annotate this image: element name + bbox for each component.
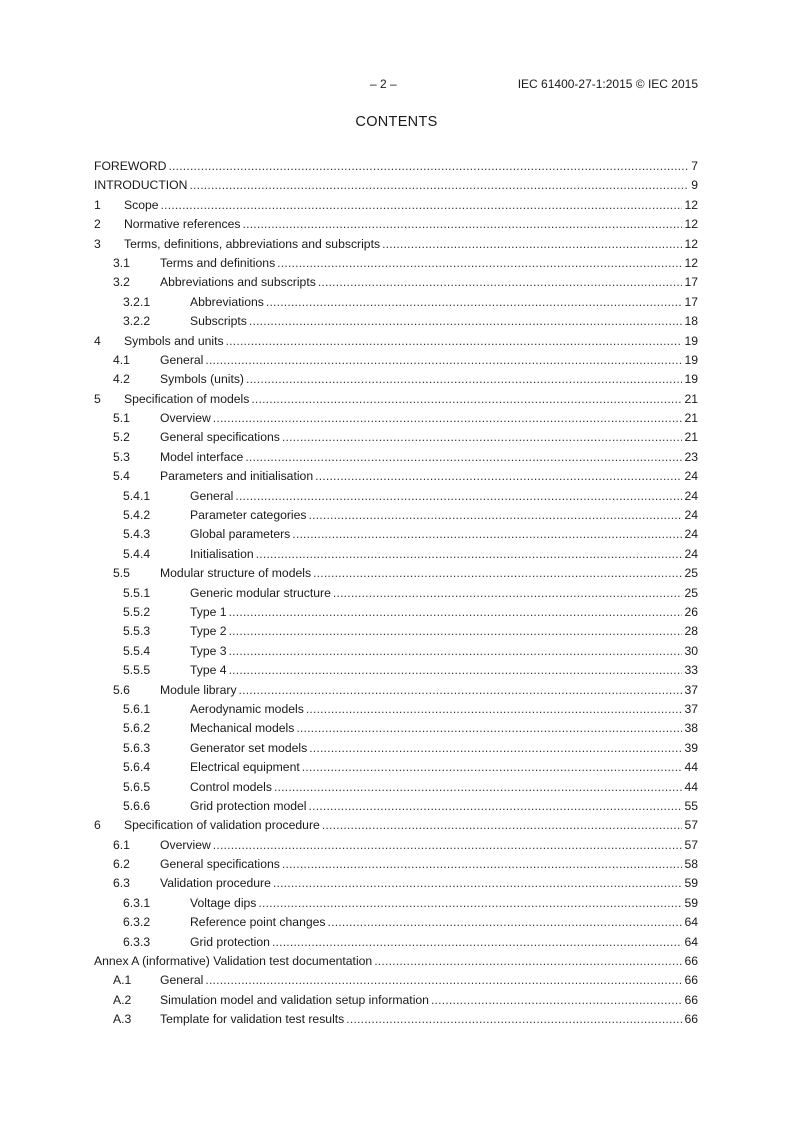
toc-entry-label: Overview xyxy=(160,837,211,852)
toc-entry-label: Type 2 xyxy=(190,624,227,639)
toc-entry[interactable] xyxy=(94,254,698,273)
toc-entry[interactable] xyxy=(94,370,698,389)
toc-entry-page: 24 xyxy=(684,546,698,561)
toc-entry-page: 26 xyxy=(684,604,698,619)
toc-entry[interactable] xyxy=(94,855,698,874)
toc-dot-leader xyxy=(313,564,682,583)
toc-entry-page: 37 xyxy=(684,701,698,716)
toc-dot-leader xyxy=(239,681,683,700)
toc-dot-leader xyxy=(318,273,683,292)
toc-dot-leader xyxy=(328,913,683,932)
toc-dot-leader xyxy=(226,332,683,351)
toc-entry-label: Grid protection xyxy=(190,934,270,949)
toc-dot-leader xyxy=(382,235,682,254)
toc-entry[interactable] xyxy=(94,409,698,428)
toc-entry-page: 59 xyxy=(684,876,698,891)
toc-entry-label: Reference point changes xyxy=(190,915,326,930)
toc-entry-page: 24 xyxy=(684,527,698,542)
toc-dot-leader xyxy=(322,816,683,835)
toc-dot-leader xyxy=(229,622,683,641)
toc-entry[interactable] xyxy=(94,700,698,719)
toc-entry-number: 5.5.3 xyxy=(123,624,151,639)
toc-entry[interactable] xyxy=(94,622,698,641)
toc-dot-leader xyxy=(292,525,682,544)
toc-entry-label: Type 3 xyxy=(190,643,227,658)
toc-entry-number: 5.3 xyxy=(113,449,130,464)
toc-entry-label: Subscripts xyxy=(190,314,247,329)
toc-entry-label: General specifications xyxy=(160,857,280,872)
toc-entry-label: Generic modular structure xyxy=(190,585,331,600)
toc-entry[interactable] xyxy=(94,758,698,777)
toc-dot-leader xyxy=(235,487,682,506)
toc-entry-page: 7 xyxy=(691,159,698,173)
toc-entry-page: 44 xyxy=(684,760,698,775)
toc-entry-number: 5 xyxy=(94,391,101,406)
toc-entry[interactable] xyxy=(94,157,698,176)
toc-entry-label: Generator set models xyxy=(190,740,308,755)
toc-dot-leader xyxy=(229,661,683,680)
toc-entry-page: 17 xyxy=(684,294,698,309)
toc-entry-label: FOREWORD xyxy=(94,159,167,173)
toc-entry-label: Grid protection model xyxy=(190,798,307,813)
toc-entry[interactable] xyxy=(94,816,698,835)
toc-entry-number: A.3 xyxy=(113,1012,132,1027)
toc-dot-leader xyxy=(213,836,683,855)
toc-entry[interactable] xyxy=(94,467,698,486)
toc-entry[interactable] xyxy=(94,719,698,738)
toc-entry[interactable] xyxy=(94,894,698,913)
toc-dot-leader xyxy=(306,700,683,719)
toc-entry-page: 23 xyxy=(684,449,698,464)
toc-entry[interactable] xyxy=(94,176,698,195)
toc-dot-leader xyxy=(274,778,682,797)
toc-entry-page: 17 xyxy=(684,275,698,290)
toc-entry-number: A.1 xyxy=(113,973,132,988)
toc-entry-page: 19 xyxy=(684,372,698,387)
toc-entry[interactable] xyxy=(94,273,698,292)
toc-entry-page: 39 xyxy=(684,740,698,755)
toc-entry-label: Voltage dips xyxy=(190,895,257,910)
toc-entry[interactable] xyxy=(94,235,698,254)
toc-entry-page: 59 xyxy=(684,895,698,910)
toc-entry[interactable] xyxy=(94,545,698,564)
toc-entry-label: Parameters and initialisation xyxy=(160,469,314,484)
toc-entry-number: 6 xyxy=(94,818,101,833)
toc-entry[interactable] xyxy=(94,506,698,525)
toc-entry-number: 5.6.3 xyxy=(123,740,151,755)
toc-entry-label: Parameter categories xyxy=(190,508,307,523)
toc-entry-label: Modular structure of models xyxy=(160,566,312,581)
toc-entry[interactable] xyxy=(94,312,698,331)
toc-entry[interactable] xyxy=(94,933,698,952)
toc-entry-number: 5.5.5 xyxy=(123,663,151,678)
toc-dot-leader xyxy=(256,545,683,564)
page-header xyxy=(0,77,793,93)
toc-entry-label: Terms, definitions, abbreviations and subscripts xyxy=(124,236,381,251)
toc-dot-leader xyxy=(315,467,682,486)
toc-entry[interactable] xyxy=(94,293,698,312)
toc-entry-label: Specification of models xyxy=(124,391,250,406)
toc-entry-number: 3 xyxy=(94,236,101,251)
toc-dot-leader xyxy=(346,1010,682,1029)
toc-entry[interactable] xyxy=(94,215,698,234)
toc-entry-label: Mechanical models xyxy=(190,721,295,736)
toc-entry-page: 9 xyxy=(691,178,698,193)
toc-entry[interactable] xyxy=(94,487,698,506)
toc-entry-page: 21 xyxy=(684,430,698,445)
toc-entry[interactable] xyxy=(94,603,698,622)
toc-entry[interactable] xyxy=(94,332,698,351)
document-id: IEC 61400-27-1:2015 © IEC 2015 xyxy=(517,77,698,91)
toc-entry-page: 66 xyxy=(684,992,698,1007)
toc-entry[interactable] xyxy=(94,681,698,700)
toc-entry-page: 58 xyxy=(684,857,698,872)
toc-entry-label: Abbreviations and subscripts xyxy=(160,275,316,290)
toc-entry-label: Validation procedure xyxy=(160,876,271,891)
toc-entry-number: 5.6.5 xyxy=(123,779,151,794)
toc-dot-leader xyxy=(374,952,682,971)
toc-entry-label: Overview xyxy=(160,411,211,426)
toc-entry[interactable] xyxy=(94,1010,698,1029)
toc-entry-number: 5.6 xyxy=(113,682,130,697)
page-number: – 2 – xyxy=(370,77,397,91)
toc-entry-number: 3.2.2 xyxy=(123,314,151,329)
toc-entry-label: INTRODUCTION xyxy=(94,178,188,193)
toc-entry-label: Normative references xyxy=(124,217,241,232)
toc-entry-page: 12 xyxy=(684,236,698,251)
toc-entry-label: Model interface xyxy=(160,449,244,464)
toc-entry-number: 4.2 xyxy=(113,372,130,387)
toc-entry-page: 66 xyxy=(684,973,698,988)
toc-entry-page: 55 xyxy=(684,798,698,813)
toc-entry-number: 3.2 xyxy=(113,275,130,290)
toc-entry-number: 5.4.2 xyxy=(123,508,151,523)
toc-dot-leader xyxy=(258,894,682,913)
toc-entry-page: 25 xyxy=(684,585,698,600)
toc-entry-page: 12 xyxy=(684,217,698,232)
toc-entry-number: 6.3.3 xyxy=(123,934,151,949)
toc-entry-page: 64 xyxy=(684,934,698,949)
toc-entry-number: 4.1 xyxy=(113,352,130,367)
toc-entry[interactable] xyxy=(94,991,698,1010)
page-title: CONTENTS xyxy=(355,114,438,130)
toc-dot-leader xyxy=(302,758,683,777)
toc-dot-leader xyxy=(205,971,682,990)
toc-entry-page: 24 xyxy=(684,469,698,484)
toc-entry[interactable] xyxy=(94,952,698,971)
toc-dot-leader xyxy=(249,312,683,331)
toc-dot-leader xyxy=(246,370,682,389)
toc-entry-page: 33 xyxy=(684,663,698,678)
toc-entry-label: Aerodynamic models xyxy=(190,701,304,716)
toc-entry-page: 12 xyxy=(684,197,698,212)
toc-entry[interactable] xyxy=(94,874,698,893)
toc-entry-page: 57 xyxy=(684,837,698,852)
toc-entry-number: 5.4 xyxy=(113,469,130,484)
toc-entry-page: 19 xyxy=(684,333,698,348)
toc-dot-leader xyxy=(205,351,682,370)
toc-dot-leader xyxy=(251,390,682,409)
toc-entry-label: Symbols and units xyxy=(124,333,224,348)
toc-entry[interactable] xyxy=(94,448,698,467)
toc-entry-number: 5.2 xyxy=(113,430,130,445)
toc-dot-leader xyxy=(161,196,683,215)
toc-entry-number: 5.6.4 xyxy=(123,760,151,775)
table-of-contents xyxy=(94,157,698,1030)
toc-entry-label: General xyxy=(190,488,234,503)
toc-entry-number: 5.5.4 xyxy=(123,643,151,658)
toc-entry[interactable] xyxy=(94,913,698,932)
toc-entry-page: 30 xyxy=(684,643,698,658)
toc-entry-number: 5.4.1 xyxy=(123,488,151,503)
toc-dot-leader xyxy=(245,448,682,467)
toc-dot-leader xyxy=(273,874,683,893)
toc-entry[interactable] xyxy=(94,642,698,661)
toc-entry[interactable] xyxy=(94,661,698,680)
toc-entry[interactable] xyxy=(94,351,698,370)
toc-entry[interactable] xyxy=(94,196,698,215)
toc-entry[interactable] xyxy=(94,564,698,583)
toc-entry-label: Type 4 xyxy=(190,663,227,678)
toc-dot-leader xyxy=(213,409,683,428)
toc-dot-leader xyxy=(272,933,683,952)
toc-entry-number: 6.1 xyxy=(113,837,130,852)
toc-entry[interactable] xyxy=(94,428,698,447)
toc-entry-number: 5.6.6 xyxy=(123,798,151,813)
toc-dot-leader xyxy=(229,603,683,622)
toc-entry-number: 2 xyxy=(94,217,101,232)
toc-dot-leader xyxy=(243,215,683,234)
toc-entry-number: 6.3.2 xyxy=(123,915,151,930)
toc-entry-page: 38 xyxy=(684,721,698,736)
toc-dot-leader xyxy=(168,157,689,176)
toc-entry[interactable] xyxy=(94,797,698,816)
toc-dot-leader xyxy=(266,293,683,312)
toc-entry[interactable] xyxy=(94,390,698,409)
toc-entry-number: 5.6.2 xyxy=(123,721,151,736)
toc-entry-label: Initialisation xyxy=(190,546,254,561)
toc-entry-number: 5.5.2 xyxy=(123,604,151,619)
toc-entry-page: 57 xyxy=(684,818,698,833)
toc-entry[interactable] xyxy=(94,525,698,544)
toc-entry-label: Template for validation test results xyxy=(160,1012,345,1027)
toc-entry-number: 5.1 xyxy=(113,411,130,426)
toc-entry-label: Abbreviations xyxy=(190,294,264,309)
toc-entry-number: 5.4.4 xyxy=(123,546,151,561)
toc-entry-page: 21 xyxy=(684,411,698,426)
toc-entry-number: A.2 xyxy=(113,992,132,1007)
toc-entry-page: 21 xyxy=(684,391,698,406)
toc-entry-page: 44 xyxy=(684,779,698,794)
toc-entry-number: 5.6.1 xyxy=(123,701,151,716)
toc-entry-page: 66 xyxy=(684,1012,698,1027)
toc-entry-page: 18 xyxy=(684,314,698,329)
toc-entry-number: 4 xyxy=(94,333,101,348)
toc-entry-label: Annex A (informative) Validation test documentation xyxy=(94,954,373,969)
toc-entry-label: Electrical equipment xyxy=(190,760,300,775)
toc-entry-label: General specifications xyxy=(160,430,280,445)
toc-entry-label: Simulation model and validation setup information xyxy=(160,992,429,1007)
toc-dot-leader xyxy=(282,855,683,874)
toc-entry-page: 24 xyxy=(684,488,698,503)
toc-dot-leader xyxy=(333,584,683,603)
toc-entry[interactable] xyxy=(94,739,698,758)
toc-entry-label: Specification of validation procedure xyxy=(124,818,320,833)
toc-entry-page: 19 xyxy=(684,352,698,367)
toc-entry-page: 66 xyxy=(684,954,698,969)
toc-entry[interactable] xyxy=(94,836,698,855)
toc-entry-number: 5.5.1 xyxy=(123,585,151,600)
toc-entry-page: 25 xyxy=(684,566,698,581)
toc-entry-number: 5.5 xyxy=(113,566,130,581)
toc-entry-number: 6.2 xyxy=(113,857,130,872)
toc-entry-page: 28 xyxy=(684,624,698,639)
toc-entry-label: General xyxy=(160,973,204,988)
toc-entry-page: 37 xyxy=(684,682,698,697)
toc-entry[interactable] xyxy=(94,584,698,603)
toc-entry-label: Control models xyxy=(190,779,272,794)
toc-entry-label: Terms and definitions xyxy=(160,255,276,270)
toc-dot-leader xyxy=(229,642,683,661)
toc-entry-label: Global parameters xyxy=(190,527,291,542)
toc-entry-page: 24 xyxy=(684,508,698,523)
toc-entry-number: 3.2.1 xyxy=(123,294,151,309)
toc-dot-leader xyxy=(431,991,682,1010)
toc-dot-leader xyxy=(309,739,682,758)
toc-entry-number: 3.1 xyxy=(113,255,130,270)
toc-entry-page: 12 xyxy=(684,255,698,270)
toc-entry-label: Symbols (units) xyxy=(160,372,244,387)
toc-entry-number: 1 xyxy=(94,197,101,212)
toc-entry-label: Module library xyxy=(160,682,237,697)
toc-dot-leader xyxy=(189,176,689,195)
toc-entry-page: 64 xyxy=(684,915,698,930)
toc-dot-leader xyxy=(296,719,682,738)
toc-entry-label: General xyxy=(160,352,204,367)
toc-entry-label: Scope xyxy=(124,197,159,212)
toc-entry-number: 5.4.3 xyxy=(123,527,151,542)
toc-entry[interactable] xyxy=(94,971,698,990)
toc-dot-leader xyxy=(277,254,682,273)
toc-entry[interactable] xyxy=(94,778,698,797)
toc-dot-leader xyxy=(309,797,683,816)
toc-entry-number: 6.3 xyxy=(113,876,130,891)
toc-dot-leader xyxy=(282,428,683,447)
toc-dot-leader xyxy=(309,506,683,525)
toc-entry-label: Type 1 xyxy=(190,604,227,619)
toc-entry-number: 6.3.1 xyxy=(123,895,151,910)
